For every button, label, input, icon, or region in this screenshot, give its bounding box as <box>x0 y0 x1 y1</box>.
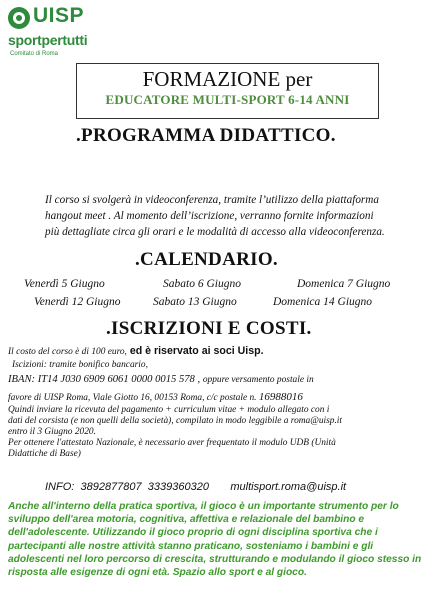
closing-paragraph: Anche all'interno della pratica sportiva, il gioco è un importante strumento per lo sviluppo dell'area motoria, cognitiva, affettiva e relazionale del bambino e dell'adolescente. Utilizzando il gioco proprio di ogni disciplina sportiva che i partecipanti alle nostre attività stanno praticano, sosteniamo i bambini e gli adolescenti nel loro percorso di crescita, strutturando e modulando il gioco stesso in risposta alle esigenze di ogni età. Spazio allo sport e al gioco. <box>8 501 422 579</box>
uisp-logo-icon <box>8 7 30 29</box>
calendar-date: Venerdì 5 Giugno <box>24 278 105 290</box>
info-email: multisport.roma@uisp.it <box>230 481 347 493</box>
title-box <box>76 63 379 119</box>
instruction-line: entro il 3 Giugno 2020. <box>8 427 96 437</box>
info-line <box>45 481 346 493</box>
info-phone-1: 3892877807 <box>80 481 142 493</box>
postal-line <box>8 391 303 403</box>
subscription-method: Iscizioni: tramite bonifico bancario, <box>12 360 148 370</box>
title-line1: FORMAZIONE per <box>142 67 313 91</box>
cost-members-only: ed è riservato ai soci Uisp. <box>126 345 264 357</box>
instruction-line: Quindi inviare la ricevuta del pagamento + curriculum vitae + modulo allegato con i <box>8 405 330 415</box>
info-label: INFO: <box>45 481 75 493</box>
programma-line: più dettagliate circa gli orari e le modalità di accesso alla videoconferenza. <box>45 226 385 238</box>
calendar-date: Domenica 7 Giugno <box>297 278 391 290</box>
programma-line: Il corso si svolgerà in videoconferenza, tramite l’utilizzo della piattaforma <box>45 194 379 206</box>
iscrizioni-heading: .ISCRIZIONI E COSTI. <box>106 318 312 339</box>
logo-committee: Comitato di Roma <box>10 51 59 57</box>
calendar-date: Domenica 14 Giugno <box>273 296 373 308</box>
logo-brand: UISP <box>33 4 85 27</box>
instruction-line: Per ottenere l'attestato Nazionale, è necessario aver frequentato il modulo UDB (Unità <box>8 438 336 448</box>
programma-text <box>45 192 385 240</box>
iban-value: IBAN: IT14 J030 6909 6061 0000 0015 578 , <box>8 374 201 385</box>
cost-line <box>8 345 264 357</box>
programma-line: hangout meet . Al momento dell’iscrizione, verranno fornite informazioni <box>45 210 374 222</box>
postal-text: favore di UISP Roma, Viale Giotto 16, 00153 Roma, c/c postale n. <box>8 393 257 403</box>
calendar-date: Venerdì 12 Giugno <box>34 296 121 308</box>
programma-heading: .PROGRAMMA DIDATTICO. <box>76 125 336 146</box>
instruction-line: dati del corsista (e non quelli della società), compilato in modo leggibile a roma@uisp.it <box>8 416 343 426</box>
info-phone-2: 3339360320 <box>147 481 209 493</box>
instruction-line: Didattiche di Base) <box>8 449 81 459</box>
postal-number: 16988016 <box>258 391 303 403</box>
iban-alternative: oppure versamento postale in <box>202 375 314 385</box>
title-line2: EDUCATORE MULTI-SPORT 6-14 ANNI <box>105 92 350 107</box>
instructions <box>8 405 342 460</box>
cost-text: Il costo del corso è di 100 euro, <box>8 347 127 357</box>
calendario-heading: .CALENDARIO. <box>135 249 278 270</box>
calendar-date: Sabato 13 Giugno <box>153 296 237 308</box>
iban-line <box>8 374 314 385</box>
logo-tagline: sportpertutti <box>8 32 88 48</box>
calendar-date: Sabato 6 Giugno <box>163 278 241 290</box>
